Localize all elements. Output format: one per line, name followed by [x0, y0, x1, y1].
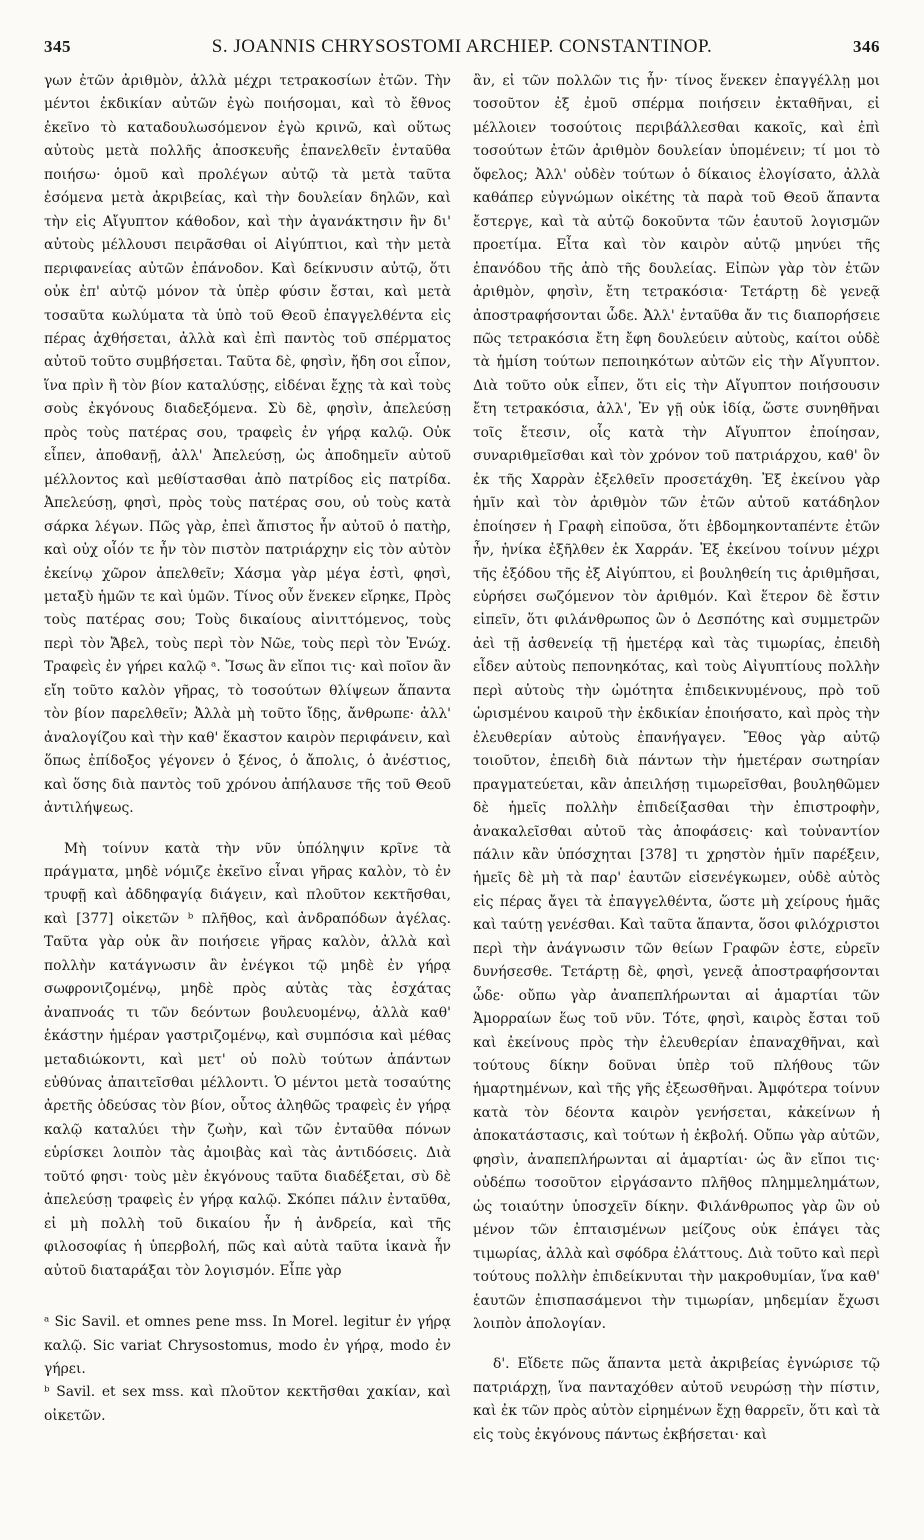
running-header — [44, 36, 880, 62]
left-paragraph-1: γων ἐτῶν ἀριθμὸν, ἀλλὰ μέχρι τετρακοσίων ἐτῶν. Τὴν μέντοι ἐκδικίαν αὐτῶν ἐγὼ ποιήσομαι, καὶ τὸ ἔθνος ἐκεῖνο τὸ καταδουλωσόμενον ἐγὼ κρινῶ, καὶ οὕτως αὐτοὺς μετὰ πολλῆς ἀποσκευῆς ἐπανελθεῖν ἐνταῦθα ποιήσω· ὁμοῦ καὶ προλέγων αὐτῷ τὰ μετὰ ταῦτα ἐσόμενα μετὰ ἀκριβείας, καὶ τὴν δουλείαν δηλῶν, καὶ τὴν εἰς Αἴγυπτον κάθοδον, καὶ τὴν ἀγανάκτησιν ἣν δι' αὐτοὺς μέλλουσι πειρᾶσθαι οἱ Αἰγύπτιοι, καὶ τὴν μετὰ περιφανείας αὐτῶν ἐπάνοδον. Καὶ δείκνυσιν αὐτῷ, ὅτι οὐκ ἐπ' αὐτῷ μόνον τὰ ὑπὲρ φύσιν ἔσται, καὶ μετὰ τοσαῦτα κωλύματα τὰ ὑπὸ τοῦ Θεοῦ ἐπαγγελθέντα εἰς πέρας ἀχθήσεται, ἀλλὰ καὶ ἐπὶ παντὸς τοῦ σπέρματος αὐτοῦ τοῦτο συμβήσεται. Ταῦτα δὲ, φησὶν, ἤδη σοι εἶπον, ἵνα πρὶν ἢ τὸν βίον καταλύσῃς, εἰδέναι ἔχῃς τὰ καὶ τοὺς σοὺς ἐκγόνους διαδεξόμενα. Σὺ δὲ, φησὶν, ἀπελεύσῃ πρὸς τοὺς πατέρας σου, τραφεὶς ἐν γήρᾳ καλῷ. Οὐκ εἶπεν, ἀποθανῇ, ἀλλ' Ἀπελεύσῃ, ὡς ἀποδημεῖν αὐτοῦ μέλλοντος καὶ μεθίστασθαι ἀπὸ πατρίδος εἰς πατρίδα. Ἀπελεύσῃ, φησὶ, πρὸς τοὺς πατέρας σου, οὐ τοὺς κατὰ σάρκα λέγων. Πῶς γὰρ, ἐπεὶ ἄπιστος ἦν αὐτοῦ ὁ πατὴρ, καὶ οὐχ οἷόν τε ἦν τὸν πιστὸν πατριάρχην εἰς τὸν αὐτὸν ἐκείνῳ χῶρον ἀπελθεῖν; Χάσμα γὰρ μέγα ἐστὶ, φησὶ, μεταξὺ ἡμῶν τε καὶ ὑμῶν. Τίνος οὖν ἕνεκεν εἴρηκε, Πρὸς τοὺς πατέρας σου; Τοὺς δικαίους αἰνιττόμενος, τοὺς περὶ τὸν Ἄβελ, τοὺς περὶ τὸν Νῶε, τοὺς περὶ τὸν Ἐνώχ. Τραφεὶς ἐν γήρει καλῷ ᵃ. Ἴσως ἂν εἴποι τις· καὶ ποῖον ἂν εἴη τοῦτο καλὸν γῆρας, τὸ τοσούτων θλίψεων ἅπαντα τὸν βίον παρελθεῖν; Ἀλλὰ μὴ τοῦτο ἴδῃς, ἄνθρωπε· ἀλλ' ἀναλογίζου καὶ τὴν καθ' ἕκαστον καιρὸν περιφάνειν, καὶ ὅπως ἐπίδοξος γέγονεν ὁ ξένος, ὁ ἄπολις, ὁ ἀνέστιος, καὶ ὅσης διὰ παντὸς τοῦ χρόνου ἀπήλαυσε τῆς τοῦ Θεοῦ ἀντιλήψεως. — [44, 73, 451, 817]
left-paragraph-2: Μὴ τοίνυν κατὰ τὴν νῦν ὑπόληψιν κρῖνε τὰ πράγματα, μηδὲ νόμιζε ἐκεῖνο εἶναι γῆρας καλὸν, τὸ ἐν τρυφῇ καὶ ἀδδηφαγίᾳ διάγειν, καὶ πλοῦτον κεκτῆσθαι, καὶ [377] οἰκετῶν ᵇ πλῆθος, καὶ ἀνδραπόδων ἀγέλας. Ταῦτα γὰρ οὐκ ἂν ποιήσειε γῆρας καλὸν, ἀλλὰ καὶ πολλὴν κατάγνωσιν ἂν ἐνέγκοι τῷ μηδὲ ἐν γήρᾳ σωφρονιζομένῳ, μηδὲ πρὸς αὐτὰς τὰς ἐσχάτας ἀναπνοάς τι τῶν δεόντων βουλευομένῳ, ἀλλὰ καθ' ἑκάστην ἡμέραν γαστριζομένῳ, καὶ συμπόσια καὶ μέθας μεταδιώκοντι, καὶ μετ' οὐ πολὺ τούτων ἁπάντων εὐθύνας ἀπαιτεῖσθαι μέλλοντι. Ὁ μέντοι μετὰ τοσαύτης ἀρετῆς ὁδεύσας τὸν βίον, οὗτος ἀληθῶς τραφεὶς ἐν γήρᾳ καλῷ καταλύει τὴν ζωὴν, καὶ τῶν ἐνταῦθα πόνων εὑρίσκει λοιπὸν τὰς ἀμοιβὰς καὶ τὰς ἀντιδόσεις. Διὰ τοῦτό φησι· τοὺς μὲν ἐκγόνους ταῦτα διαδέξεται, σὺ δὲ ἀπελεύσῃ τραφεὶς ἐν γήρᾳ καλῷ. Σκόπει πάλιν ἐνταῦθα, εἰ μὴ πολλὴ τοῦ δικαίου ἦν ἡ ἀνδρεία, καὶ τῆς φιλοσοφίας ἡ ὑπερβολή, πῶς καὶ αὐτὰ ταῦτα ἱκανὰ ἦν αὐτοῦ διαταράξαι τὸν λογισμόν. Εἶπε γὰρ — [44, 840, 451, 1279]
right-paragraph-1: ἂν, εἰ τῶν πολλῶν τις ἦν· τίνος ἕνεκεν ἐπαγγέλλῃ μοι τοσοῦτον ἐξ ἐμοῦ σπέρμα ποιήσειν ἐκταθῆναι, εἰ μέλλοιεν τοσούτοις περιβάλλεσθαι κακοῖς, καὶ ἐπὶ τοσούτων ἐτῶν ἀριθμὸν δουλείαν ὑπομένειν; τί μοι τὸ ὄφελος; Ἀλλ' οὐδὲν τούτων ὁ δίκαιος ἐλογίσατο, ἀλλὰ καθάπερ εὐγνώμων οἰκέτης τὰ παρὰ τοῦ Θεοῦ ἅπαντα ἔστεργε, καὶ τὰ αὐτῷ δοκοῦντα τῶν ἑαυτοῦ λογισμῶν προετίμα. Εἶτα καὶ τὸν καιρὸν αὐτῷ μηνύει τῆς ἐπανόδου τῆς ἀπὸ τῆς δουλείας. Εἰπὼν γὰρ τὸν ἐτῶν ἀριθμὸν, φησὶν, ἔτη τετρακόσια· Τετάρτῃ δὲ γενεᾷ ἀποστραφήσονται ὧδε. Ἀλλ' ἐνταῦθα ἄν τις διαπορήσειε πῶς τετρακόσια ἔτη ἔφη δουλεύειν αὐτοὺς, καίτοι οὐδὲ τὰ ἡμίση τούτων πεποιηκότων αὐτῶν εἰς τὴν Αἴγυπτον. Διὰ τοῦτο οὐκ εἶπεν, ὅτι εἰς τὴν Αἴγυπτον ποιήσουσιν ἔτη τετρακόσια, ἀλλ', Ἐν γῇ οὐκ ἰδίᾳ, ὥστε συνηθῆναι τοῖς ἔτεσιν, οἷς κατὰ τὴν Αἴγυπτον ἐποίησαν, συναριθμεῖσθαι καὶ τὸν χρόνον τοῦ πατριάρχου, καθ' ὃν ἐκ τῆς Χαρρὰν ἐξελθεῖν προσετάχθη. Ἐξ ἐκείνου γὰρ ἡμῖν καὶ τὸν ἀριθμὸν τῶν ἐτῶν αὐτοῦ κατάδηλον ἐποίησεν ἡ Γραφὴ εἰποῦσα, ὅτι ἑβδομηκονταπέντε ἐτῶν ἦν, ἡνίκα ἐξῆλθεν ἐκ Χαρράν. Ἐξ ἐκείνου τοίνυν μέχρι τῆς ἐξόδου τῆς ἐξ Αἰγύπτου, εἰ βουληθείη τις ἀριθμῆσαι, εὑρήσει σωζόμενον τὸν ἀριθμόν. Καὶ ἕτερον δὲ ἔστιν εἰπεῖν, ὅτι φιλάνθρωπος ὢν ὁ Δεσπότης καὶ συμμετρῶν ἀεὶ τῇ ἀσθενείᾳ τῇ ἡμετέρᾳ καὶ τὰς τιμωρίας, ἐπειδὴ εἶδεν αὐτοὺς πεπονηκότας, καὶ τοὺς Αἰγυπτίους πολλὴν περὶ αὐτοὺς τὴν ὠμότητα ἐπιδεικνυμένους, πρὸ τοῦ ὡρισμένου καιροῦ τὴν ἐκδικίαν ἐποιήσατο, καὶ πρὸς τὴν ἐλευθερίαν αὐτοὺς ἐπανήγαγεν. Ἔθος γὰρ αὐτῷ τοιοῦτον, ἐπειδὴ διὰ πάντων τὴν ἡμετέραν σωτηρίαν πραγματεύεται, κἂν ἀπειλήσῃ τιμωρεῖσθαι, βουληθῶμεν δὲ ἡμεῖς πολλὴν ἐπιδείξασθαι τὴν ἐπιστροφὴν, ἀνακαλεῖσθαι αὐτοῦ τὰς ἀποφάσεις· καὶ τοὐναντίον πάλιν κἂν ὑπόσχηται [378] τι χρηστὸν ἡμῖν παρέξειν, ἡμεῖς δὲ μὴ τὰ παρ' ἑαυτῶν εἰσενέγκωμεν, οὐδὲ αὐτὸς εἰς πέρας ἄγει τὰ ἐπαγγελθέντα, ὥστε μὴ χείρους ἡμᾶς καὶ ταύτῃ γενέσθαι. Καὶ ταῦτα ἅπαντα, ὅσοι φιλόχριστοι περὶ τὴν ἀνάγνωσιν τῶν θείων Γραφῶν ἐστε, εὑρεῖν δυνήσεσθε. Τετάρτῃ δὲ, φησὶ, γενεᾷ ἀποστραφήσονται ὧδε· οὔπω γὰρ ἀναπεπλήρωνται αἱ ἁμαρτίαι τῶν Ἀμορραίων ἕως τοῦ νῦν. Τότε, φησὶ, καιρὸς ἔσται τοῦ καὶ ἐκείνους πρὸς τὴν ἐλευθερίαν ἐπαναχθῆναι, καὶ τούτους δίκην δοῦναι ὑπὲρ τοῦ πλήθους τῶν ἡμαρτημένων, καὶ τῆς γῆς ἐξεωσθῆναι. Ἀμφότερα τοίνυν κατὰ τὸν δέοντα καιρὸν γενήσεται, κἀκείνων ἡ ἀποκατάστασις, καὶ τούτων ἡ ἐκβολή. Οὔπω γὰρ αὐτῶν, φησὶν, ἀναπεπλήρωνται αἱ ἁμαρτίαι· ὡς ἂν εἴποι τις· οὐδέπω τοσοῦτον εἰργάσαντο πλῆθος πλημμελημάτων, ὡς τοιαύτην ὑποσχεῖν δίκην. Φιλάνθρωπος γὰρ ὢν οὐ μένον τῶν ἐπταισμένων μείζους οὐκ ἐπάγει τὰς τιμωρίας, ἀλλὰ καὶ σφόδρα ἐλάττους. Διὰ τοῦτο καὶ περὶ τούτους πολλὴν ἐπιδείκνυται τὴν μακροθυμίαν, ἵνα καθ' ἑαυτῶν ἐπισπασάμενοι τὴν τιμωρίαν, μηδεμίαν ἔχωσι λοιπὸν ἀπολογίαν. — [473, 73, 880, 1333]
footnote-b: ᵇ Savil. et sex mss. καὶ πλοῦτον κεκτῆσθαι χακίαν, καὶ οἰκετῶν. — [44, 1384, 451, 1424]
running-title: S. JOANNIS CHRYSOSTOMI ARCHIEP. CONSTANTINOP. — [211, 36, 713, 57]
paragraph-gap — [473, 1336, 880, 1353]
footnote-a: ᵃ Sic Savil. et omnes pene mss. In Morel. legitur ἐν γήρᾳ καλῷ. Sic variat Chrysostomus, modo ἐν γήρᾳ, modo ἐν γήρει. — [44, 1314, 451, 1378]
text-columns — [44, 70, 880, 1447]
left-page-number: 345 — [44, 37, 71, 56]
right-paragraph-2: δ'. Εἴδετε πῶς ἅπαντα μετὰ ἀκριβείας ἐγνώρισε τῷ πατριάρχῃ, ἵνα πανταχόθεν αὐτοῦ νευρώσῃ τὴν πίστιν, καὶ ἐκ τῶν πρὸς αὐτὸν εἰρημένων ἔχῃ θαρρεῖν, ὅτι καὶ τὰ εἰς τοὺς ἐκγόνους πάντως ἐκβήσεται· καὶ — [473, 1356, 880, 1443]
left-column — [44, 70, 451, 1447]
right-page-number: 346 — [853, 37, 880, 56]
paragraph-gap — [44, 821, 451, 838]
right-column — [473, 70, 880, 1447]
footnotes — [44, 1311, 451, 1428]
